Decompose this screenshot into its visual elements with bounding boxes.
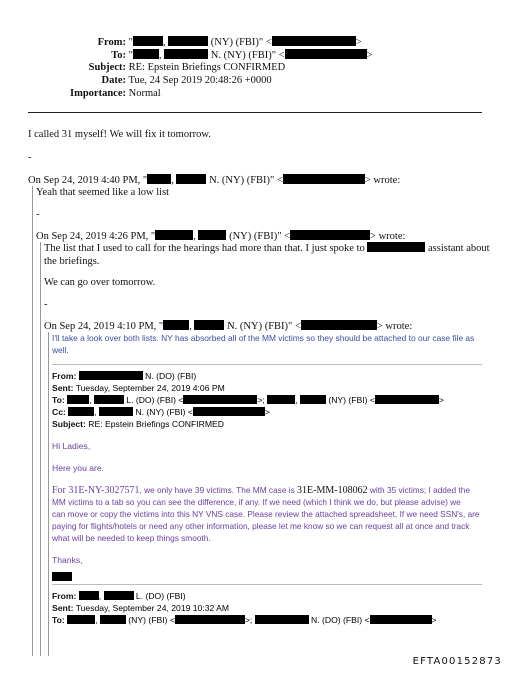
quote-intro-agency: N. (NY) (FBI)" < <box>209 175 283 186</box>
subject-label: Subject: <box>88 62 126 73</box>
fwd-to-part: L. (DO) (FBI) < <box>126 395 184 405</box>
fwd-to-part: , <box>89 395 92 405</box>
fwd-subject-label: Subject: <box>52 419 86 429</box>
quote-text-line: the briefings. <box>44 256 100 267</box>
to-close: > <box>366 50 373 61</box>
quote-bar <box>40 242 41 656</box>
body-text-part: , we only have 39 victims. The MM case is <box>139 485 298 495</box>
fwd-cc-row <box>52 406 270 418</box>
quote-blue-text-line: well. <box>52 345 69 355</box>
redaction-block <box>168 36 208 46</box>
from-quote: " <box>128 37 133 48</box>
importance-label: Importance: <box>70 88 126 99</box>
header-from-row <box>40 36 362 48</box>
redaction-block <box>370 615 432 624</box>
redaction-block <box>272 36 356 46</box>
body-text-part: with 35 victims; I added the <box>367 485 470 495</box>
quote-intro-text: On Sep 24, 2019 4:40 PM, " <box>28 175 148 186</box>
greeting-text: Hi Ladies, <box>52 441 91 451</box>
fwd2-to-row <box>52 614 437 626</box>
fwd-sent-label: Sent: <box>52 383 74 393</box>
redaction-block <box>94 395 124 404</box>
subject-value: RE: Epstein Briefings CONFIRMED <box>128 62 286 73</box>
fwd-to-row <box>52 394 444 406</box>
importance-value: Normal <box>128 88 161 99</box>
fwd2-to-label: To: <box>52 615 65 625</box>
case-number: For 31E-NY-3027571 <box>52 485 140 496</box>
fwd-subject-value: RE: Epstein Briefings CONFIRMED <box>88 419 224 429</box>
quote-intro-wrote: > wrote: <box>370 231 406 242</box>
forward-divider <box>52 364 482 365</box>
fwd-to-part: >; <box>257 395 265 405</box>
fwd-cc-part: N. (NY) (FBI) < <box>135 407 193 417</box>
fwd2-to-part: >; <box>244 615 253 625</box>
header-subject-row <box>40 62 285 73</box>
fwd2-to-part: N. (DO) (FBI) < <box>311 615 370 625</box>
redaction-block <box>133 36 163 46</box>
quote-text-line <box>44 242 490 256</box>
fwd2-from-row <box>52 590 186 602</box>
fwd2-to-part: , <box>95 615 98 625</box>
quote-intro-text: On Sep 24, 2019 4:26 PM, " <box>36 231 156 242</box>
quote-bar <box>32 186 33 656</box>
fwd-subject-row <box>52 418 224 430</box>
message-text: I called 31 myself! We will fix it tomorrow. <box>28 129 211 140</box>
fwd2-sent-value: Tuesday, September 24, 2019 10:32 AM <box>75 603 230 613</box>
redaction-block <box>52 572 72 581</box>
redaction-block <box>283 174 365 184</box>
fwd-to-part: , <box>295 395 298 405</box>
quote-intro-wrote: > wrote: <box>364 175 401 186</box>
from-close: > <box>355 37 362 48</box>
signature-redaction <box>52 567 72 585</box>
redaction-block <box>79 591 102 601</box>
from-comma: , <box>162 37 166 48</box>
fwd-cc-part: , <box>94 407 97 417</box>
fwd2-from-part: L. (DO) (FBI) <box>135 591 186 601</box>
fwd2-from-part: , <box>98 591 102 601</box>
quote-text-part: The list that I used to call for the hearings had more than that. I just spoke to <box>44 243 365 254</box>
quote-intro-agency: N. (NY) (FBI)" < <box>227 321 301 332</box>
fwd-sent-value: Tuesday, September 24, 2019 4:06 PM <box>75 383 225 393</box>
to-label: To: <box>111 50 126 61</box>
redaction-block <box>300 395 326 404</box>
redaction-block <box>99 407 133 416</box>
dash-separator: - <box>28 152 32 163</box>
from-label: From: <box>97 37 126 48</box>
date-label: Date: <box>101 75 126 86</box>
quote-text-part: assistant about <box>428 243 490 254</box>
case-number: 31E-MM-108062 <box>297 485 368 496</box>
from-agency: (NY) (FBI)" < <box>210 37 272 48</box>
redaction-block <box>155 230 193 240</box>
dash-separator: - <box>36 209 40 220</box>
fwd-to-label: To: <box>52 395 65 405</box>
body-paragraph-line: paying for flights/hotels or need any other information, please let me know so we can request all at once and track <box>52 521 470 531</box>
quote-text: We can go over tomorrow. <box>44 277 156 288</box>
quote-intro-comma: , <box>193 231 196 242</box>
quote-intro-comma: , <box>189 321 192 332</box>
redaction-block <box>367 242 425 252</box>
redaction-block <box>285 49 367 59</box>
date-value: Tue, 24 Sep 2019 20:48:26 +0000 <box>128 75 272 86</box>
redaction-block <box>176 174 206 184</box>
fwd-to-part: > <box>438 395 444 405</box>
to-quote: " <box>128 50 133 61</box>
quote-text: Yeah that seemed like a low list <box>36 187 170 198</box>
fwd-cc-part: > <box>264 407 270 417</box>
fwd-from-value: N. (DO) (FBI) <box>145 371 197 381</box>
body-paragraph-line: can move or copy the victims into this NY VNS case. Please review the attached spreadsheet. If we need SSN's, are <box>52 509 480 519</box>
fwd-sent-row <box>52 382 225 394</box>
redaction-block <box>133 49 159 59</box>
redaction-block <box>301 320 377 330</box>
quote-bar <box>48 332 49 656</box>
fwd-from-row <box>52 370 196 382</box>
redaction-block <box>375 395 439 404</box>
redaction-block <box>290 230 370 240</box>
body-paragraph-line: what will be needed to keep things smooth. <box>52 533 211 543</box>
fwd-to-part: (NY) (FBI) < <box>328 395 375 405</box>
header-divider <box>28 112 482 113</box>
redaction-block <box>175 615 245 624</box>
redaction-block <box>267 395 298 405</box>
body-text: Here you are. <box>52 463 105 473</box>
fwd2-sent-row <box>52 602 229 614</box>
fwd-cc-label: Cc: <box>52 407 66 417</box>
redaction-block <box>255 615 309 624</box>
fwd2-to-part: > <box>431 615 437 625</box>
redaction-block <box>104 591 134 600</box>
quote-intro-text: On Sep 24, 2019 4:10 PM, " <box>44 321 164 332</box>
quote-intro-wrote: > wrote: <box>376 321 413 332</box>
bates-number: EFTA00152873 <box>412 656 502 667</box>
redaction-block <box>183 395 257 404</box>
fwd-from-label: From: <box>52 371 77 381</box>
quote-intro-comma: , <box>171 175 174 186</box>
redaction-block <box>79 371 143 380</box>
redaction-block <box>198 230 226 240</box>
redaction-block <box>67 615 98 625</box>
body-paragraph-line: MM victims to a tab so you can see the difference, if any. If we need (which I think we do, but please advise) we <box>52 497 461 507</box>
forward-divider <box>52 584 482 585</box>
redaction-block <box>164 49 208 59</box>
to-comma: , <box>158 50 162 61</box>
dash-separator: - <box>44 299 48 310</box>
fwd2-to-part: (NY) (FBI) < <box>128 615 175 625</box>
redaction-block <box>67 395 92 405</box>
header-date-row <box>40 75 272 86</box>
redaction-block <box>68 407 97 417</box>
quote-blue-text-line: I'll take a look over both lists. NY has absorbed all of the MM victims so they should be attached to our case file as <box>52 333 475 343</box>
quote-intro-agency: (NY) (FBI)" < <box>229 231 291 242</box>
fwd2-sent-label: Sent: <box>52 603 74 613</box>
redaction-block <box>147 174 171 184</box>
fwd2-from-label: From: <box>52 591 77 601</box>
header-importance-row <box>40 88 161 99</box>
redaction-block <box>163 320 189 330</box>
redaction-block <box>194 320 224 330</box>
signoff-text: Thanks, <box>52 555 83 565</box>
redaction-block <box>193 407 265 416</box>
header-to-row <box>40 49 373 61</box>
redaction-block <box>100 615 126 624</box>
to-agency: N. (NY) (FBI)" < <box>210 50 285 61</box>
